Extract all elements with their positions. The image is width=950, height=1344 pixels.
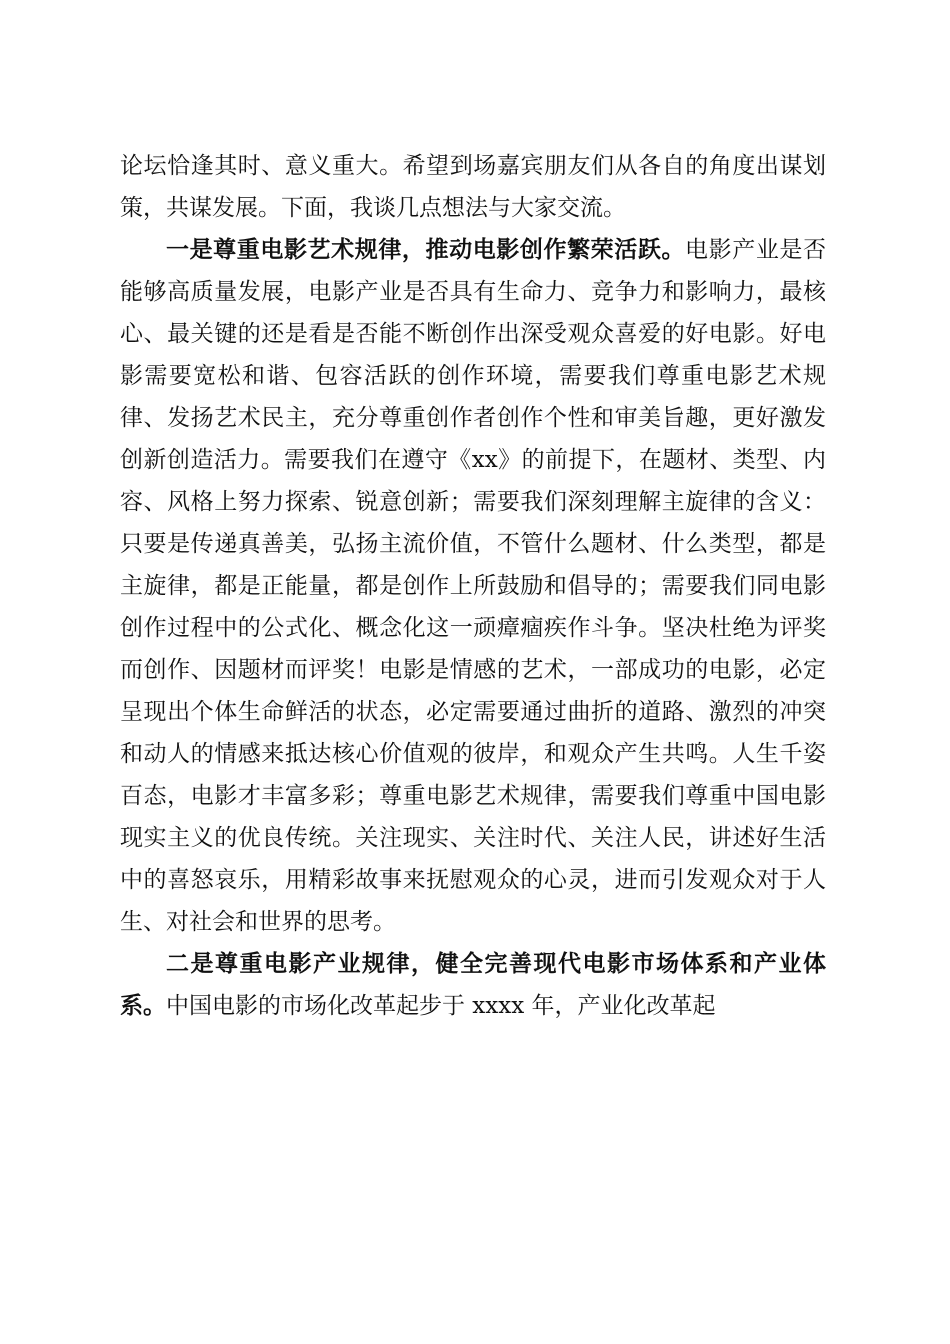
paragraph-point-two (120, 943, 826, 1027)
point-two-heading: 二是尊重电影产业规律，健全完善现代电影市场体系和产业体系。 (120, 950, 826, 1019)
point-two-text: 中国电影的市场化改革起步于 xxxx 年，产业化改革起 (166, 993, 716, 1019)
point-one-text: 电影产业是否能够高质量发展，电影产业是否具有生命力、竞争力和影响力，最核心、最关键的还是看是否能不断创作出深受观众喜爱的好电影。好电影需要宽松和谐、包容活跃的创作环境，需要我们尊重电影艺术规律、发扬艺术民主，充分尊重创作者创作个性和审美旨趣，更好激发创新创造活力。需要我们在遵守《xx》的前提下，在题材、类型、内容、风格上努力探索、锐意创新；需要我们深刻理解主旋律的含义：只要是传递真善美，弘扬主流价值，不管什么题材、什么类型，都是主旋律，都是正能量，都是创作上所鼓励和倡导的；需要我们同电影创作过程中的公式化、概念化这一顽瘴痼疾作斗争。坚决杜绝为评奖而创作、因题材而评奖！电影是情感的艺术，一部成功的电影，必定呈现出个体生命鲜活的状态，必定需要通过曲折的道路、激烈的冲突和动人的情感来抵达核心价值观的彼岸，和观众产生共鸣。人生千姿百态，电影才丰富多彩；尊重电影艺术规律，需要我们尊重中国电影现实主义的优良传统。关注现实、关注时代、关注人民，讲述好生活中的喜怒哀乐，用精彩故事来抚慰观众的心灵，进而引发观众对于人生、对社会和世界的思考。 (120, 237, 827, 935)
point-one-heading: 一是尊重电影艺术规律，推动电影创作繁荣活跃。 (166, 236, 686, 263)
paragraph-point-one (120, 229, 826, 943)
document-body (120, 145, 826, 1027)
paragraph-intro (120, 145, 826, 229)
paragraph-intro-text: 论坛恰逢其时、意义重大。希望到场嘉宾朋友们从各自的角度出谋划策，共谋发展。下面，我谈几点想法与大家交流。 (120, 153, 826, 221)
